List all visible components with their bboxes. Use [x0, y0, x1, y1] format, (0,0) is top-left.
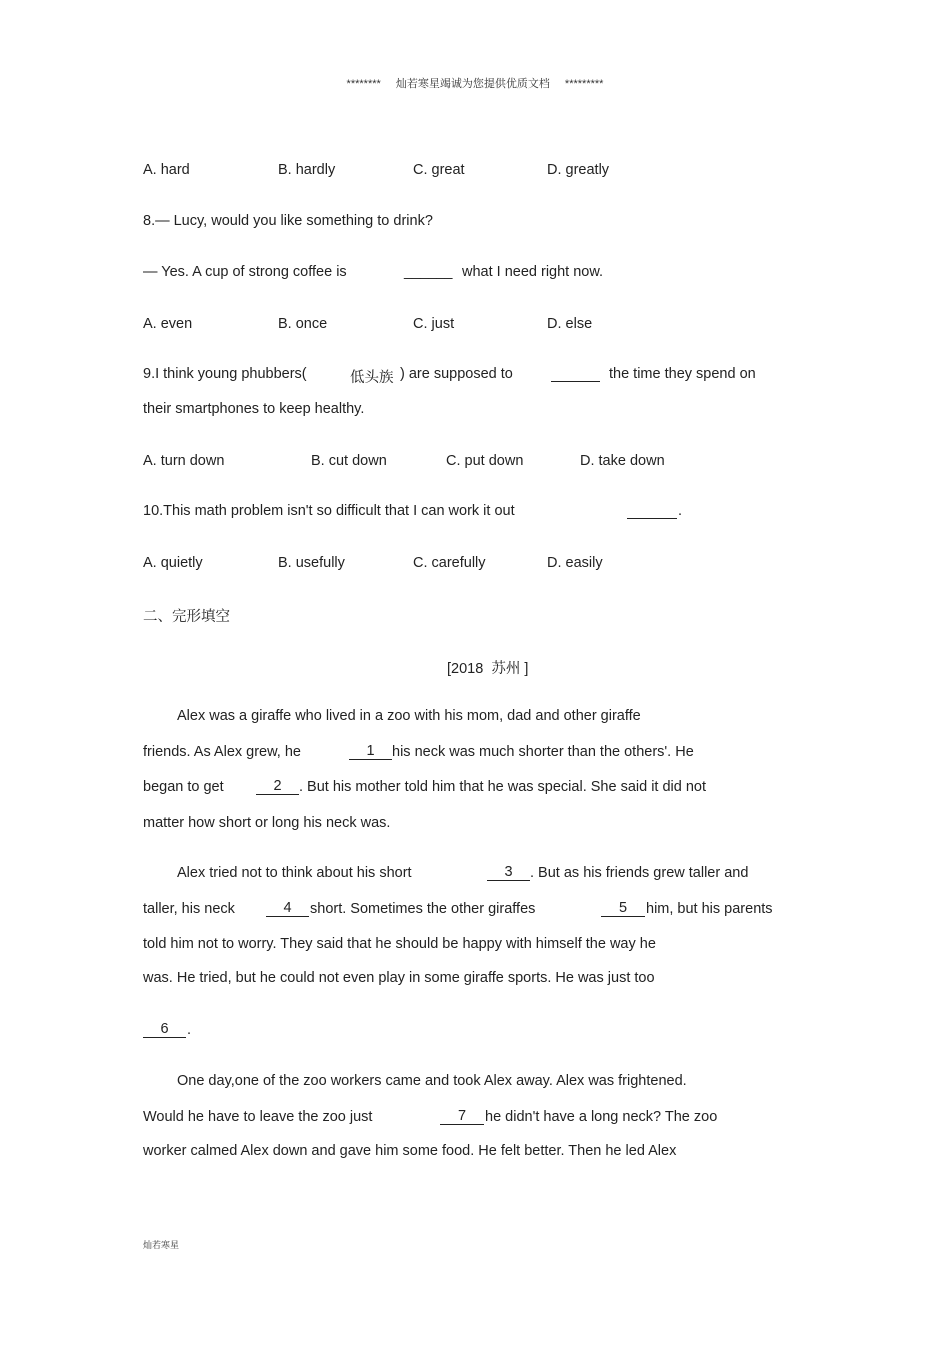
q10-option-d: D. easily — [547, 555, 603, 571]
section-source — [447, 657, 528, 678]
q10-option-b: B. usefully — [278, 555, 345, 571]
p3-line1: One day,one of the zoo workers came and took Alex away. Alex was frightened. — [177, 1073, 687, 1089]
q8-option-a: A. even — [143, 316, 193, 332]
blank-7: 7 — [440, 1109, 484, 1125]
blank-5: 5 — [601, 901, 645, 917]
q9-line2: their smartphones to keep healthy. — [143, 401, 365, 417]
source-close: ] — [524, 661, 529, 677]
source-year: [2018 — [447, 661, 484, 677]
p2-line3: told him not to worry. They said that he should be happy with himself the way he — [143, 936, 656, 952]
blank-4: 4 — [266, 901, 309, 917]
q8-option-d: D. else — [547, 316, 593, 332]
q10-text: 10.This math problem isn't so difficult that I can work it out — [143, 503, 515, 519]
header-stars-left: ******** — [346, 78, 381, 90]
q10-option-c: C. carefully — [413, 555, 486, 571]
p2-line1-post: . But as his friends grew taller and — [530, 865, 749, 881]
blank-6: 6 — [143, 1022, 186, 1038]
p2-line5-post: . — [187, 1022, 192, 1038]
p1-line4: matter how short or long his neck was. — [143, 815, 391, 831]
p2-line2-post: him, but his parents — [646, 901, 773, 917]
q10-blank — [627, 503, 677, 519]
q8-line2-post: what I need right now. — [462, 264, 604, 280]
q9-option-a: A. turn down — [143, 453, 225, 469]
q9-option-d: D. take down — [580, 453, 665, 469]
q7-option-d: D. greatly — [547, 162, 610, 178]
q9-options — [0, 453, 950, 473]
p1-line3-pre: began to get — [143, 779, 224, 795]
section-title: 二、完形填空 — [143, 609, 230, 625]
p2-line2-mid: short. Sometimes the other giraffes — [310, 901, 536, 917]
q7-option-a: A. hard — [143, 162, 190, 178]
p1-line3-post: . But his mother told him that he was special. She said it did not — [299, 779, 707, 795]
p3-line2-post: he didn't have a long neck? The zoo — [485, 1109, 718, 1125]
p1-line2-pre: friends. As Alex grew, he — [143, 744, 301, 760]
q9-text-post: the time they spend on — [609, 366, 756, 382]
q7-option-c: C. great — [413, 162, 465, 178]
q8-line2-pre: — Yes. A cup of strong coffee is — [143, 264, 347, 280]
q10-options — [0, 555, 950, 575]
p2-line2-pre: taller, his neck — [143, 901, 235, 917]
q9-option-c: C. put down — [446, 453, 524, 469]
q10-option-a: A. quietly — [143, 555, 203, 571]
page-header — [0, 75, 950, 91]
page-footer: 灿若寒星 — [143, 1240, 180, 1250]
q8-options — [0, 316, 950, 336]
q9-text-pre: 9.I think young phubbers( — [143, 366, 307, 382]
blank-1: 1 — [349, 744, 392, 760]
p2-line4: was. He tried, but he could not even play in some giraffe sports. He was just too — [143, 970, 655, 986]
header-stars-right: ********* — [564, 78, 604, 90]
q8-blank: ______ — [404, 264, 453, 280]
q9-blank — [551, 366, 600, 382]
p3-line2-pre: Would he have to leave the zoo just — [143, 1109, 373, 1125]
q10-period: . — [678, 503, 683, 519]
q8-option-b: B. once — [278, 316, 328, 332]
blank-2: 2 — [256, 779, 299, 795]
header-title: 灿若寒星竭诚为您提供优质文档 — [395, 78, 550, 90]
q8-line1: 8.— Lucy, would you like something to drink? — [143, 213, 433, 229]
q7-options — [0, 162, 950, 182]
blank-3: 3 — [487, 865, 530, 881]
q9-chinese-term: 低头族 — [350, 370, 394, 386]
q9-option-b: B. cut down — [311, 453, 387, 469]
p1-line2-post: his neck was much shorter than the others'. He — [392, 744, 694, 760]
p2-line1-pre: Alex tried not to think about his short — [177, 865, 412, 881]
q8-option-c: C. just — [413, 316, 455, 332]
p1-line1: Alex was a giraffe who lived in a zoo with his mom, dad and other giraffe — [177, 708, 641, 724]
p3-line3: worker calmed Alex down and gave him some food. He felt better. Then he led Alex — [143, 1143, 677, 1159]
q9-text-mid: ) are supposed to — [400, 366, 513, 382]
q7-option-b: B. hardly — [278, 162, 336, 178]
source-city: 苏州 — [491, 661, 521, 677]
